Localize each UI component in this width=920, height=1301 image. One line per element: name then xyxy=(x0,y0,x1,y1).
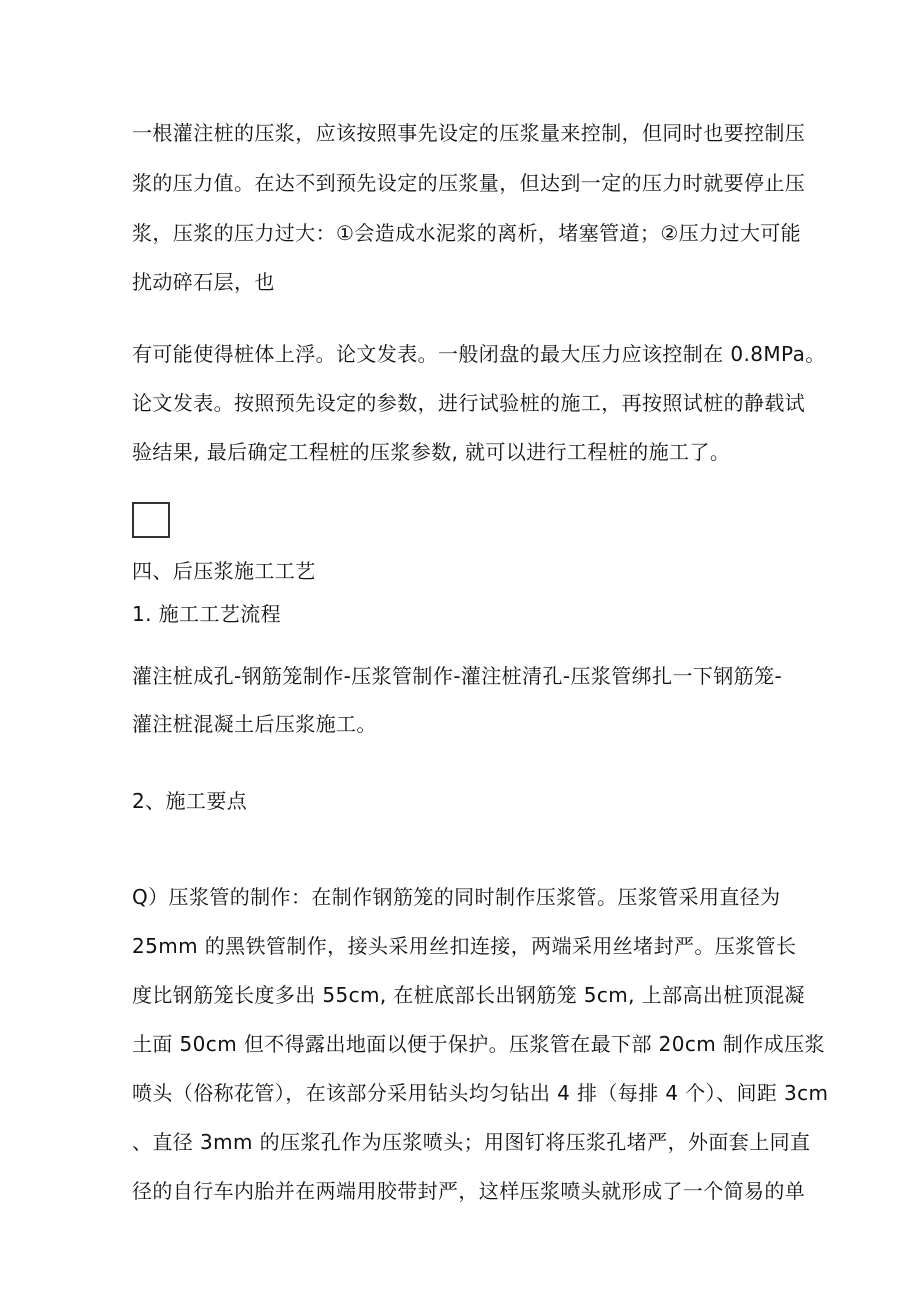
text-line: 灌注桩混凝土后压浆施工。 xyxy=(132,712,377,736)
subheading-process-flow: 1. 施工工艺流程 xyxy=(132,602,282,626)
section-heading: 四、后压浆施工工艺 xyxy=(132,559,316,583)
text-line: 浆，压浆的压力过大：①会造成水泥浆的离析，堵塞管道；②压力过大可能 xyxy=(132,221,802,245)
subheading-key-points: 2、施工要点 xyxy=(132,789,248,813)
text-line: 径的自行车内胎并在两端用胶带封严，这样压浆喷头就形成了一个简易的单 xyxy=(132,1179,806,1203)
text-line: 论文发表。按照预先设定的参数，进行试验桩的施工，再按照试桩的静载试 xyxy=(132,391,806,415)
text-line: 扰动碎石层，也 xyxy=(132,270,275,294)
text-line: 25mm 的黑铁管制作，接头采用丝扣连接，两端采用丝堵封严。压浆管长 xyxy=(132,934,797,958)
text-line: 、直径 3mm 的压浆孔作为压浆喷头；用图钉将压浆孔堵严，外面套上同直 xyxy=(132,1130,811,1154)
text-line: 土面 50cm 但不得露出地面以便于保护。压浆管在最下部 20cm 制作成压浆 xyxy=(132,1032,825,1056)
empty-checkbox[interactable] xyxy=(132,502,170,538)
text-line: 喷头（俗称花管），在该部分采用钻头均匀钻出 4 排（每排 4 个）、间距 3cm xyxy=(132,1081,829,1105)
text-line: 一根灌注桩的压浆，应该按照事先设定的压浆量来控制，但同时也要控制压 xyxy=(132,121,806,145)
text-line: 度比钢筋笼长度多出 55cm, 在桩底部长出钢筋笼 5cm, 上部高出桩顶混凝 xyxy=(132,983,805,1007)
text-line: 有可能使得桩体上浮。论文发表。一般闭盘的最大压力应该控制在 0.8MPa。 xyxy=(132,342,826,366)
text-line: 浆的压力值。在达不到预先设定的压浆量，但达到一定的压力时就要停止压 xyxy=(132,171,806,195)
text-line: 验结果, 最后确定工程桩的压浆参数, 就可以进行工程桩的施工了。 xyxy=(132,440,731,464)
text-line: 灌注桩成孔-钢筋笼制作-压浆管制作-灌注桩清孔-压浆管绑扎一下钢筋笼- xyxy=(132,664,783,688)
text-line: Q）压浆管的制作：在制作钢筋笼的同时制作压浆管。压浆管采用直径为 xyxy=(132,885,781,909)
